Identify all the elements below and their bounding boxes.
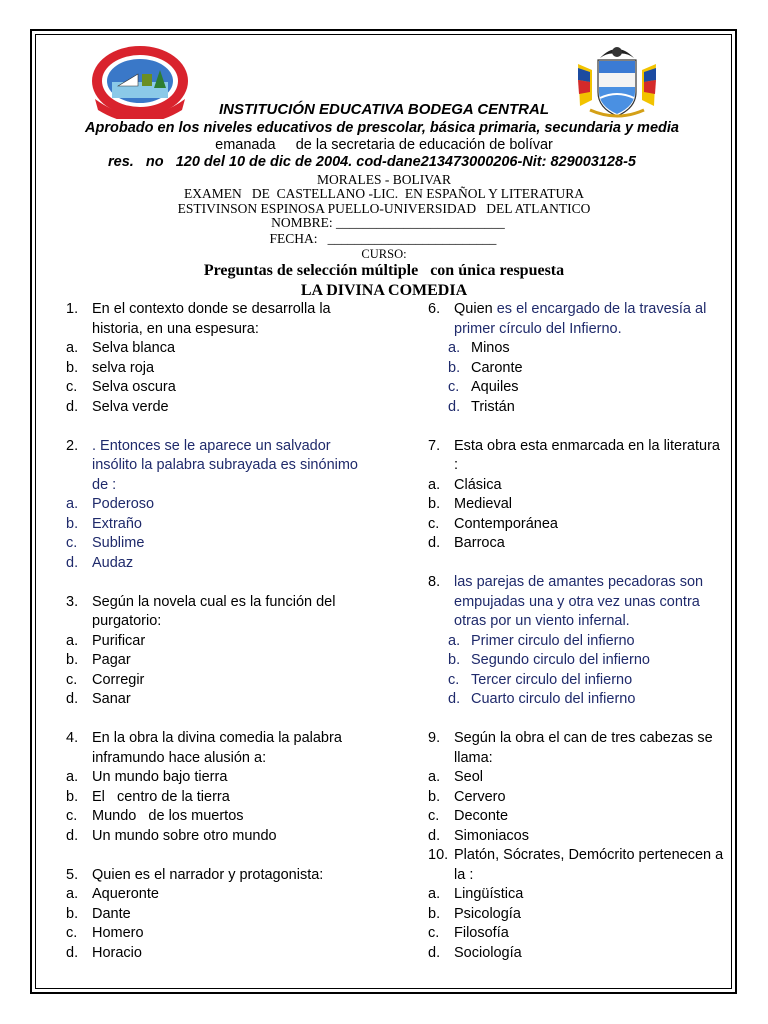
question-text: . Entonces se le aparece un salvador insólito la palabra subrayada es sinónimo de : <box>92 437 358 493</box>
question-6: 6. Quien es el encargado de la travesía al primer círculo del Infierno. <box>428 301 707 337</box>
option: a. Aqueronte <box>66 886 159 902</box>
option: d. Selva verde <box>66 398 169 415</box>
option: b. Dante <box>66 905 131 922</box>
option: d. Sociología <box>428 944 522 961</box>
exam-line: EXAMEN DE CASTELLANO -LIC. EN ESPAÑOL Y LITERATURA <box>184 186 584 201</box>
option: c. Contemporánea <box>428 515 558 532</box>
option: c. Sublime <box>66 535 145 551</box>
teacher-line: ESTIVINSON ESPINOSA PUELLO-UNIVERSIDAD DEL ATLANTICO <box>177 201 591 216</box>
option: b. El centro de la tierra <box>66 788 230 805</box>
question-text: Platón, Sócrates, Demócrito pertenecen a la : <box>454 847 724 883</box>
option: b. Caronte <box>448 359 523 376</box>
question-text: es el encargado de la travesía al primer círculo del Infierno. <box>454 301 707 337</box>
nombre-field: NOMBRE: _________________________ <box>271 215 505 230</box>
question-text: Quien es el narrador y protagonista: <box>92 866 324 883</box>
option: c. Corregir <box>66 671 145 688</box>
option: a. Primer circulo del infierno <box>448 632 635 649</box>
option: d. Cuarto circulo del infierno <box>448 691 636 707</box>
option: a. Selva blanca <box>66 340 176 356</box>
school-name: INSTITUCIÓN EDUCATIVA BODEGA CENTRAL <box>219 101 549 118</box>
question-text: Según la novela cual es la función del purgatorio: <box>92 593 336 629</box>
question-4: 4. En la obra la divina comedia la palabra inframundo hace alusión a: <box>66 730 342 766</box>
option: a. Lingüística <box>428 886 524 902</box>
questions-right-column <box>428 300 728 963</box>
option: b. Pagar <box>66 652 131 668</box>
option: b. selva roja <box>66 359 155 376</box>
question-7: 7. Esta obra esta enmarcada en la literatura : <box>428 437 720 473</box>
question-text: En la obra la divina comedia la palabra inframundo hace alusión a: <box>92 730 342 766</box>
option: c. Deconte <box>428 808 509 824</box>
question-8: 8. las parejas de amantes pecadoras son empujadas una y otra vez unas contra otras por un viento infernal. <box>428 574 704 629</box>
option: d. Simoniacos <box>428 827 529 844</box>
option: b. Extraño <box>66 515 142 532</box>
question-text: las parejas de amantes pecadoras son empujadas una y otra vez unas contra otras por un viento infernal. <box>454 574 704 629</box>
exam-title: LA DIVINA COMEDIA <box>300 282 468 299</box>
option: a. Un mundo bajo tierra <box>66 769 228 785</box>
option: c. Filosofía <box>428 925 509 941</box>
fecha-field: FECHA: _________________________ <box>269 231 497 246</box>
option: c. Tercer circulo del infierno <box>448 671 633 688</box>
question-3: 3. Según la novela cual es la función del purgatorio: <box>66 593 336 629</box>
question-9: 9. Según la obra el can de tres cabezas se llama: <box>428 730 713 766</box>
resolution-line: res. no 120 del 10 de dic de 2004. cod-dane213473000206-Nit: 829003128-5 <box>108 154 636 170</box>
option: c. Selva oscura <box>66 379 176 395</box>
question-text: En el contexto donde se desarrolla la historia, en una espesura: <box>92 301 331 337</box>
questions-left-column <box>66 300 366 963</box>
question-10: 10. Platón, Sócrates, Demócrito pertenecen a la : <box>428 847 724 883</box>
option: a. Seol <box>428 769 484 785</box>
option: b. Medieval <box>428 496 513 512</box>
option: b. Psicología <box>428 905 521 922</box>
option: c. Mundo de los muertos <box>66 808 244 824</box>
option: a. Poderoso <box>66 496 155 512</box>
option: d. Tristán <box>448 398 515 415</box>
option: d. Audaz <box>66 554 134 571</box>
option: d. Horacio <box>66 944 142 961</box>
curso-field: CURSO: <box>361 247 407 261</box>
option: d. Sanar <box>66 691 131 707</box>
option: c. Homero <box>66 925 144 941</box>
emanada-line: emanada de la secretaria de educación de bolívar <box>215 137 553 153</box>
option: b. Cervero <box>428 788 506 805</box>
option: d. Barroca <box>428 535 505 551</box>
approval-line: Aprobado en los niveles educativos de prescolar, básica primaria, secundaria y media <box>85 120 679 136</box>
option: a. Clásica <box>428 476 502 493</box>
option: a. Purificar <box>66 632 146 649</box>
question-5: 5. Quien es el narrador y protagonista: <box>66 866 324 883</box>
location-line: MORALES - BOLIVAR <box>316 172 451 187</box>
instructions: Preguntas de selección múltiple con única respuesta <box>203 262 565 279</box>
option: d. Un mundo sobre otro mundo <box>66 827 277 844</box>
question-text: Según la obra el can de tres cabezas se llama: <box>454 730 713 766</box>
option: b. Segundo circulo del infierno <box>448 652 650 668</box>
question-1: 1. En el contexto donde se desarrolla la historia, en una espesura: <box>66 301 331 337</box>
option: c. Aquiles <box>448 379 519 395</box>
option: a. Minos <box>448 340 510 356</box>
question-text: Esta obra esta enmarcada en la literatura : <box>454 437 720 473</box>
question-2: 2. . Entonces se le aparece un salvador insólito la palabra subrayada es sinónimo de : <box>66 437 358 493</box>
